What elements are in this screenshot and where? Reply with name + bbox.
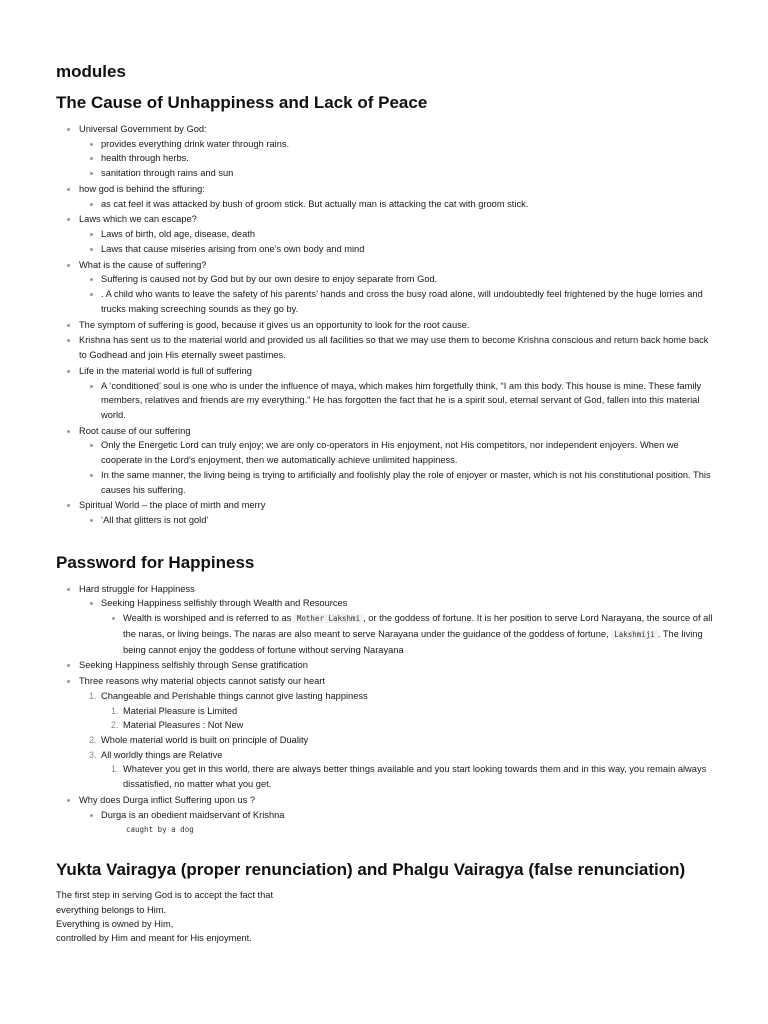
sub-list-item: sanitation through rains and sun	[79, 166, 716, 181]
list-item-text: how god is behind the sffuring:	[79, 183, 205, 194]
vairagya-paragraph	[56, 888, 716, 945]
list-item-text: Spiritual World – the place of mirth and merry	[79, 500, 266, 511]
code-caught-by-a-dog: caught by a dog	[126, 825, 194, 835]
ordered-item	[79, 689, 716, 733]
paragraph-line: Everything is owned by Him,	[56, 918, 174, 929]
list-item-text: Material Pleasures : Not New	[123, 720, 244, 731]
list-item	[56, 318, 716, 333]
unhappiness-list	[56, 122, 716, 528]
code-lakshmiji: Lakshmiji	[611, 630, 658, 639]
list-item	[56, 582, 716, 658]
sub-list-item: Only the Energetic Lord can truly enjoy; we are only co-operators in His enjoyment, not His competitors, nor independent enjoyers. When we cooperate in the Lord’s enjoyment, then we automatically achieve unlimited happiness.	[79, 438, 716, 467]
list-item	[56, 333, 716, 362]
sub-list-item: . A child who wants to leave the safety of his parents’ hands and cross the busy road alone, will undoubtedly feel frightened by the huge lorries and trucks making screeching sounds as they go by.	[79, 287, 716, 316]
ordered-item	[101, 704, 716, 719]
list-item	[56, 122, 716, 181]
list-item-text: The symptom of suffering is good, because it gives us an opportunity to look for the root cause.	[79, 319, 470, 330]
ordered-item	[79, 733, 716, 748]
list-item-text: All worldly things are Relative	[101, 749, 223, 760]
list-item-text: Laws which we can escape?	[79, 214, 197, 225]
sub-list-item: ‘All that glitters is not gold’	[79, 513, 716, 528]
section-title-unhappiness: The Cause of Unhappiness and Lack of Peace	[56, 93, 428, 112]
list-item	[56, 424, 716, 498]
section-title-vairagya: Yukta Vairagya (proper renunciation) and Phalgu Vairagya (false renunciation)	[56, 860, 686, 880]
list-item	[56, 258, 716, 317]
paragraph-line: controlled by Him and meant for His enjoyment.	[56, 933, 252, 944]
code-mother-lakshmi: Mother Lakshmi	[294, 614, 363, 623]
sub-list-item: as cat feel it was attacked by bush of groom stick. But actually man is attacking the cat with groom stick.	[79, 197, 716, 212]
list-item-text: Root cause of our suffering	[79, 425, 191, 436]
sub-list-item: provides everything drink water through rains.	[79, 137, 716, 152]
list-item-text: Whatever you get in this world, there are always better things available and you start looking towards them and in this way, you remain always dissatisfied, no matter what you get.	[123, 764, 707, 790]
list-item-text: Seeking Happiness selfishly through Wealth and Resources	[101, 598, 348, 609]
list-item	[79, 808, 716, 823]
list-item-text: Life in the material world is full of suffering	[79, 365, 252, 376]
list-item-text: Changeable and Perishable things cannot give lasting happiness	[101, 690, 368, 701]
password-list	[56, 582, 716, 838]
list-item	[56, 364, 716, 423]
list-item	[56, 658, 716, 673]
sub-list-item: health through herbs.	[79, 151, 716, 166]
list-item-text: What is the cause of suffering?	[79, 259, 207, 270]
sub-list-item: Laws that cause miseries arising from one’s own body and mind	[79, 242, 716, 257]
list-item-text: Krishna has sent us to the material world and provided us all facilities so that we may use them to become Krishna conscious and return back home back to Godhead and join His eternally sweet pastimes.	[79, 335, 709, 361]
list-item	[56, 674, 716, 792]
list-item-text: Why does Durga inflict Suffering upon us ?	[79, 794, 256, 805]
sub-list-item: Laws of birth, old age, disease, death	[79, 227, 716, 242]
section-title-password: Password for Happiness	[56, 552, 255, 572]
list-item-text: Seeking Happiness selfishly through Sense gratification	[79, 660, 308, 671]
list-item-text: Hard struggle for Happiness	[79, 583, 195, 594]
list-item-text: Universal Government by God:	[79, 124, 207, 134]
list-item	[101, 611, 716, 657]
document	[56, 62, 716, 945]
paragraph-line: everything belongs to Him.	[56, 904, 167, 915]
list-item	[56, 212, 716, 256]
list-item	[56, 793, 716, 837]
list-item	[56, 498, 716, 527]
text-fragment: , or the goddess of fortune. It is her position to serve Lord Narayana, the source of all the naras, or living beings. The naras are also meant to serve Narayana under the guidance of the goddess of fortune,	[123, 613, 713, 639]
sub-list-item: In the same manner, the living being is trying to artificially and foolishly play the role of enjoyer or master, which is not his constitutional position. This causes his suffering.	[79, 468, 716, 497]
ordered-item	[101, 762, 716, 791]
text-fragment: . The living being cannot enjoy the goddess of fortune without serving Narayana	[123, 628, 703, 655]
ordered-item	[79, 748, 716, 792]
list-item-text: Whole material world is built on principle of Duality	[101, 734, 309, 745]
list-item-text: Durga is an obedient maidservant of Krishna	[101, 809, 285, 820]
ordered-item	[101, 718, 716, 733]
sub-list-item: Suffering is caused not by God but by our own desire to enjoy separate from God.	[79, 272, 716, 287]
modules-heading: modules	[56, 62, 126, 81]
sub-list-item: A ‘conditioned’ soul is one who is under the influence of maya, which makes him forgetfully think, “I am this body. This house is mine. These family members, relatives and friends are my everything.” He has forgotten the fact that he is a spirit soul, eternal servant of God, fallen into this material world.	[79, 379, 716, 423]
paragraph-line: The first step in serving God is to accept the fact that	[56, 890, 274, 901]
list-item-text: Material Pleasure is Limited	[123, 705, 238, 716]
list-item	[79, 596, 716, 657]
text-fragment: Wealth is worshiped and is referred to as	[123, 613, 294, 624]
list-item	[56, 182, 716, 211]
list-item-text: Three reasons why material objects cannot satisfy our heart	[79, 676, 325, 687]
